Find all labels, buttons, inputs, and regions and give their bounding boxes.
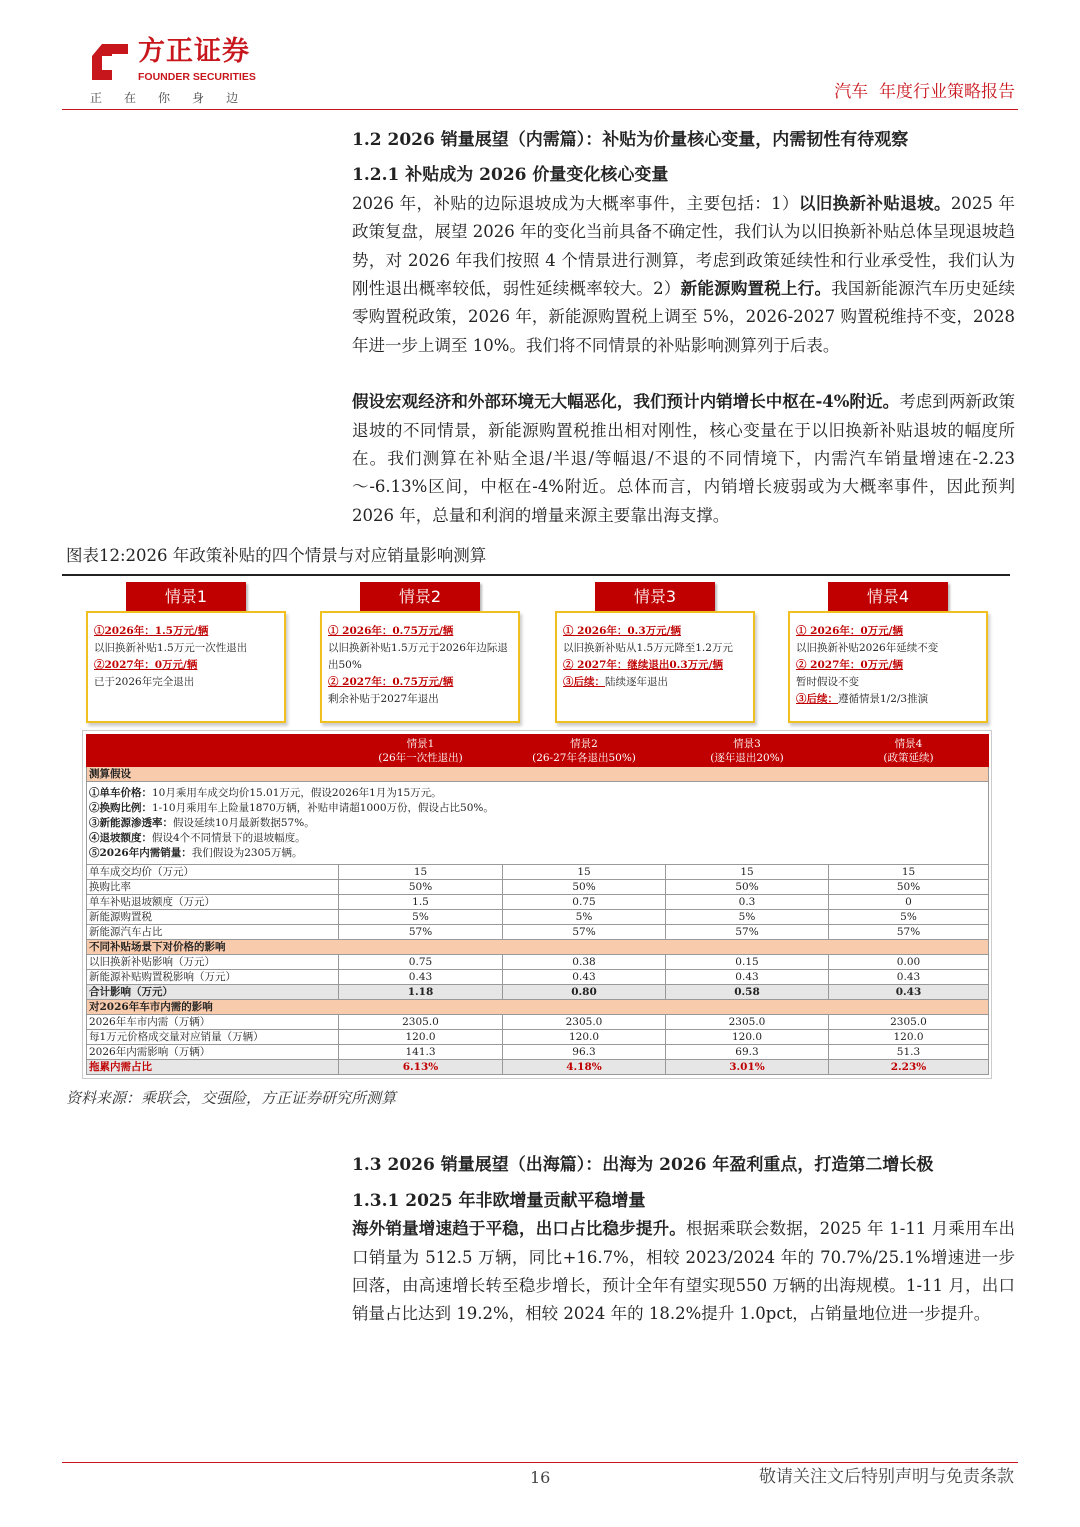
- scenario-text: 以旧换新补贴2026年延续不变: [796, 642, 939, 655]
- row-label: 新能源汽车占比: [87, 925, 339, 940]
- table-cell: 69.3: [666, 1045, 829, 1060]
- slogan-char: 正: [90, 91, 103, 105]
- column-header: [503, 735, 666, 767]
- table-cell: 0.38: [503, 955, 666, 970]
- assumption-item: [89, 816, 986, 831]
- figure-source: 资料来源：乘联会，交强险，方正证券研究所测算: [66, 1089, 397, 1108]
- row-label: 拖累内需占比: [87, 1060, 339, 1075]
- scenario-text: 陆续逐年退出: [605, 676, 668, 689]
- table-cell: 5%: [829, 910, 989, 925]
- table-row: [87, 955, 989, 970]
- section-label: 测算假设: [87, 767, 989, 782]
- column-header-desc: (26年一次性退出): [378, 751, 463, 764]
- assumption-item: [89, 801, 986, 816]
- table-cell: 6.13%: [339, 1060, 503, 1075]
- scenario-line: [563, 657, 749, 674]
- disclaimer-note: 敬请关注文后特别声明与免责条款: [759, 1467, 1014, 1487]
- table-cell: 0.43: [829, 970, 989, 985]
- assumption-key: ②换购比例：: [89, 802, 152, 815]
- table-cell: 57%: [666, 925, 829, 940]
- text: 考虑到两新政策退坡的不同情景，新能源购置税推出相对刚性，核心变量在于以旧换新补贴退坡的幅度所在。我们测算在补贴全退/半退/等幅退/不退的不同情境下，内需汽车销量增速在-2.23～-6.13%区间，中枢在-4%附近。总体而言，内销增长疲弱或为大概率事件，因此预判 2026 年，总量和利润的增量来源主要靠出海支撑。: [352, 392, 1016, 525]
- column-header: [339, 735, 503, 767]
- table-cell: 5%: [666, 910, 829, 925]
- section-heading-1-2: 1.2 2026 销量展望（内需篇）：补贴为价量核心变量，内需韧性有待观察: [352, 130, 909, 150]
- scenario-text: 遵循情景1/2/3推演: [838, 693, 929, 706]
- scenario-line: [796, 623, 982, 640]
- column-header: [666, 735, 829, 767]
- scenario-line: [94, 640, 280, 657]
- text: 我国新能源汽车历史延续零购置税政策，2026 年，新能源购置税上调至 5%，2026-2027 购置税维持不变，2028 年进一步上调至 10%。我们将不同情景的补贴影响测算列于后表。: [352, 279, 1016, 355]
- subsection-heading-1-3-1: 1.3.1 2025 年非欧增量贡献平稳增量: [352, 1190, 646, 1211]
- page-number: 16: [530, 1468, 551, 1487]
- column-header-desc: (26-27年各退出50%): [532, 751, 636, 764]
- row-label: 新能源补贴购置税影响（万元）: [87, 970, 339, 985]
- slogan: [90, 91, 260, 105]
- bold-text: 海外销量增速趋于平稳，出口占比稳步提升。: [352, 1219, 687, 1239]
- bold-text: 新能源购置税上行。: [680, 279, 832, 299]
- scenario-highlight: ② 2027年：继续退出0.3万元/辆: [563, 659, 723, 672]
- table-cell: 3.01%: [666, 1060, 829, 1075]
- row-label: 以旧换新补贴影响（万元）: [87, 955, 339, 970]
- table-cell: 51.3: [829, 1045, 989, 1060]
- assumption-text: 假设4个不同情景下的退坡幅度。: [152, 832, 306, 845]
- table-cell: 141.3: [339, 1045, 503, 1060]
- table-row: [87, 880, 989, 895]
- table-cell: 1.5: [339, 895, 503, 910]
- main-content: [0, 126, 1080, 1329]
- scenario-highlight: ① 2026年：0.75万元/辆: [328, 625, 454, 638]
- row-label: 换购比率: [87, 880, 339, 895]
- table-cell: 96.3: [503, 1045, 666, 1060]
- scenario-card: [555, 582, 755, 723]
- scenario-line: [796, 657, 982, 674]
- scenario-tab: 情景2: [360, 582, 480, 611]
- table-cell: 2305.0: [829, 1015, 989, 1030]
- table-cell: 57%: [503, 925, 666, 940]
- paragraph-exports: [352, 1215, 1015, 1329]
- table-cell: 0: [829, 895, 989, 910]
- table-cell: 1.18: [339, 985, 503, 1000]
- table-row: [87, 895, 989, 910]
- subsection-heading-1-2-1: 1.2.1 补贴成为 2026 价量变化核心变量: [352, 165, 669, 186]
- scenario-card: [788, 582, 988, 723]
- table-cell: 15: [829, 865, 989, 880]
- table-cell: 0.00: [829, 955, 989, 970]
- scenario-highlight: ①2026年：1.5万元/辆: [94, 625, 209, 638]
- scenario-line: [94, 674, 280, 691]
- table-cell: 57%: [339, 925, 503, 940]
- assumptions-cell: [87, 782, 989, 865]
- scenario-text: 以旧换新补贴1.5万元于2026年边际退出50%: [328, 642, 508, 672]
- table-cell: 15: [339, 865, 503, 880]
- scenario-line: [328, 640, 514, 674]
- logo-english-name: FOUNDER SECURITIES: [138, 71, 256, 83]
- table-cell: 2305.0: [503, 1015, 666, 1030]
- table-cell: 5%: [339, 910, 503, 925]
- table-cell: 2.23%: [829, 1060, 989, 1075]
- column-header-name: 情景4: [894, 737, 923, 750]
- scenario-box: [320, 611, 520, 723]
- scenario-line: [796, 674, 982, 691]
- text: 根据乘联会数据，2025 年 1-11 月乘用车出口销量为 512.5 万辆，同比+16.7%，相较 2023/2024 年的 70.7%/25.1%增速进一步回落，由高速增长转至稳步增长，预计全年有望实现550 万辆的出海规模。1-11 月，出口销量占比达到 19.2%，相较 2024 年的 18.2%提升 1.0pct，占销量地位进一步提升。: [352, 1219, 1016, 1324]
- table-row: [87, 865, 989, 880]
- scenario-highlight: ① 2026年：0万元/辆: [796, 625, 904, 638]
- table-row: [87, 1045, 989, 1060]
- table-cell: 120.0: [666, 1030, 829, 1045]
- row-label: 每1万元价格成交量对应销量（万辆）: [87, 1030, 339, 1045]
- table-cell: 0.15: [666, 955, 829, 970]
- table-cell: 0.75: [339, 955, 503, 970]
- table-cell: 0.3: [666, 895, 829, 910]
- scenario-highlight: ② 2027年：0万元/辆: [796, 659, 904, 672]
- table-header-row: [87, 735, 989, 767]
- scenario-highlight: ① 2026年：0.3万元/辆: [563, 625, 681, 638]
- scenario-text: 暂时假设不变: [796, 676, 859, 689]
- column-header-name: 情景2: [570, 737, 598, 750]
- section-label: 对2026年车市内需的影响: [87, 1000, 989, 1015]
- table-row: [87, 985, 989, 1000]
- table-cell: 0.58: [666, 985, 829, 1000]
- table-cell: 120.0: [503, 1030, 666, 1045]
- table-row: [87, 1030, 989, 1045]
- scenario-tab: 情景4: [828, 582, 948, 611]
- text: 2025 年政策复盘，展望 2026 年的变化当前具备不确定性，我们认为以旧换新补贴总体呈现退坡趋势，对 2026 年我们按照 4 个情景进行测算，考虑到政策延续性和行业承受性，我们认为刚性退出概率较低，弱性延续概率较大。2）: [352, 193, 1015, 299]
- table-row: [87, 970, 989, 985]
- scenario-tab: 情景3: [595, 582, 715, 611]
- assumption-key: ③新能源渗透率：: [89, 817, 173, 830]
- report-type: 汽车 年度行业策略报告: [834, 82, 1015, 102]
- text: 2026 年，补贴的边际退坡成为大概率事件，主要包括：1）: [352, 193, 799, 213]
- table-cell: 5%: [503, 910, 666, 925]
- scenario-card: [320, 582, 520, 723]
- table-cell: 0.43: [503, 970, 666, 985]
- figure-title-rule: [62, 574, 1010, 576]
- scenario-card: [86, 582, 286, 723]
- table-cell: 0.43: [666, 970, 829, 985]
- scenario-line: [94, 657, 280, 674]
- table-frame: [82, 730, 992, 1079]
- row-label: 单车补贴退坡额度（万元）: [87, 895, 339, 910]
- scenario-text: 以旧换新补贴1.5万元一次性退出: [94, 642, 248, 655]
- column-header-name: 情景1: [406, 737, 435, 750]
- row-label: 合计影响（万元）: [87, 985, 339, 1000]
- scenario-tab: 情景1: [126, 582, 246, 611]
- subsidy-impact-table: [86, 734, 989, 1075]
- header-blank: [87, 735, 339, 767]
- row-label: 2026年车市内需（万辆）: [87, 1015, 339, 1030]
- figure-title: 图表12:2026 年政策补贴的四个情景与对应销量影响测算: [66, 546, 487, 566]
- column-header: [829, 735, 989, 767]
- table-cell: 120.0: [339, 1030, 503, 1045]
- column-header-desc: (政策延续): [883, 751, 934, 764]
- slogan-char: 身: [192, 91, 205, 105]
- table-cell: 50%: [339, 880, 503, 895]
- scenario-highlight: ③后续：: [563, 676, 605, 689]
- section-label: 不同补贴场景下对价格的影响: [87, 940, 989, 955]
- table-cell: 50%: [829, 880, 989, 895]
- row-label: 单车成交均价（万元）: [87, 865, 339, 880]
- table-cell: 0.75: [503, 895, 666, 910]
- table-cell: 15: [666, 865, 829, 880]
- paragraph-subsidy: [352, 190, 1015, 360]
- scenario-highlight: ②2027年：0万元/辆: [94, 659, 198, 672]
- assumptions-row: [87, 782, 989, 865]
- assumption-text: 我们假设为2305万辆。: [191, 847, 303, 860]
- table-cell: 15: [503, 865, 666, 880]
- scenario-highlight: ② 2027年：0.75万元/辆: [328, 676, 454, 689]
- scenario-line: [328, 674, 514, 691]
- table-cell: 4.18%: [503, 1060, 666, 1075]
- table-cell: 50%: [503, 880, 666, 895]
- assumption-text: 1-10月乘用车上险量1870万辆，补贴申请超1000万份，假设占比50%。: [152, 802, 494, 815]
- assumption-text: 假设延续10月最新数据57%。: [173, 817, 315, 830]
- scenario-highlight: ③后续：: [796, 693, 838, 706]
- table-cell: 0.43: [829, 985, 989, 1000]
- assumption-key: ④退坡额度：: [89, 832, 152, 845]
- logo-chinese-name: 方正证券: [138, 36, 250, 67]
- scenario-text: 剩余补贴于2027年退出: [328, 693, 439, 706]
- scenario-line: [563, 623, 749, 640]
- slogan-char: 边: [226, 91, 239, 105]
- scenario-box: [555, 611, 755, 723]
- scenario-box: [788, 611, 988, 723]
- assumption-key: ⑤2026年内需销量：: [89, 847, 192, 860]
- table-cell: 2305.0: [666, 1015, 829, 1030]
- row-label: 2026年内需影响（万辆）: [87, 1045, 339, 1060]
- scenario-text: 以旧换新补贴从1.5万元降至1.2万元: [563, 642, 733, 655]
- bold-text: 以旧换新补贴退坡。: [798, 193, 951, 213]
- column-header-name: 情景3: [733, 737, 761, 750]
- table-cell: 50%: [666, 880, 829, 895]
- scenario-text: 已于2026年完全退出: [94, 676, 195, 689]
- scenario-line: [328, 623, 514, 640]
- row-label: 新能源购置税: [87, 910, 339, 925]
- founder-logo-icon: [90, 42, 130, 82]
- assumption-item: [89, 846, 986, 861]
- paragraph-domestic-sales: [352, 388, 1015, 530]
- bold-text: 假设宏观经济和外部环境无大幅恶化，我们预计内销增长中枢在-4%附近。: [352, 392, 900, 412]
- header-divider: [62, 109, 1018, 110]
- scenario-line: [563, 674, 749, 691]
- scenario-line: [796, 640, 982, 657]
- scenario-line: [796, 691, 982, 708]
- assumption-key: ①单车价格：: [89, 787, 152, 800]
- table-cell: 120.0: [829, 1030, 989, 1045]
- section-heading-1-3: 1.3 2026 销量展望（出海篇）：出海为 2026 年盈利重点，打造第二增长极: [352, 1155, 934, 1176]
- scenario-line: [563, 640, 749, 657]
- table-row: [87, 910, 989, 925]
- table-cell: 0.43: [339, 970, 503, 985]
- assumption-text: 10月乘用车成交均价15.01万元，假设2026年1月为15万元。: [152, 787, 442, 800]
- table-row: [87, 1015, 989, 1030]
- assumption-item: [89, 831, 986, 846]
- slogan-char: 在: [124, 91, 137, 105]
- assumption-item: [89, 786, 986, 801]
- table-cell: 2305.0: [339, 1015, 503, 1030]
- section-row: [87, 1000, 989, 1015]
- section-row: [87, 940, 989, 955]
- slogan-char: 你: [158, 91, 171, 105]
- footer-divider: [62, 1462, 1018, 1463]
- table-cell: 57%: [829, 925, 989, 940]
- section-row: [87, 767, 989, 782]
- table-cell: 0.80: [503, 985, 666, 1000]
- table-row: [87, 925, 989, 940]
- table-row: [87, 1060, 989, 1075]
- scenario-line: [94, 623, 280, 640]
- scenario-line: [328, 691, 514, 708]
- scenario-box: [86, 611, 286, 723]
- scenario-cards: [0, 582, 1080, 724]
- column-header-desc: (逐年退出20%): [710, 751, 784, 764]
